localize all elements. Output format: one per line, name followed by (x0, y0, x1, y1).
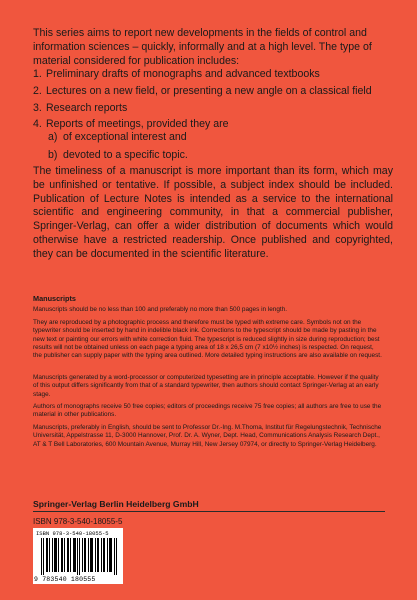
sublist-item (48, 131, 188, 145)
manuscripts-heading: Manuscripts (33, 294, 76, 303)
list-item-number: 2. (33, 84, 42, 97)
list-item-text: Preliminary drafts of monographs and advanced textbooks (46, 68, 320, 80)
sublist-item (48, 149, 188, 163)
sublist-item-text: devoted to a specific topic. (63, 148, 188, 161)
list-item-number: 1. (33, 68, 42, 80)
manuscripts-submission-text: Manuscripts, preferably in English, should be sent to Professor Dr.-Ing. M.Thoma, Institut für Regelungstechnik, Technische Universität, Appelstrasse 11, D-3000 Hannover, Prof. Dr. A. Wyner, Dept. Head, Communications Analysis Research Dept., AT & T Bell Laboratories, 600 Mountain Avenue, Murray Hill, New Jersey 07974, or directly to Springer-Verlag Heidelberg. (33, 424, 382, 448)
list-item (33, 68, 393, 82)
isbn-number: ISBN 978-3-540-18055-5 (33, 517, 123, 526)
manuscripts-wordprocessor-text: Manuscripts generated by a word-processor or computerized typesetting are in principle acceptable. However if the quality of this output differs significantly from that of a standard typewriter, then authors should contact Springer-Verlag at an early stage. (33, 374, 379, 398)
list-item-text: Lectures on a new field, or presenting a new angle on a classical field (46, 84, 372, 97)
barcode-label (33, 528, 123, 584)
list-item (33, 102, 393, 116)
manuscripts-typing-text: They are reproduced by a photographic process and therefore must be typed with extreme care. Symbols not on the typewriter should be inserted by hand in indelible black ink. Corrections to the typescript should be made by pasting in the new text or painting our errors with white correction fluid. The typescript is reduced slightly in size during reproduction; best results will not be obtained unless on each page a typing area of 18 x 26,5 cm (7 x10½ inches) is respected. On request, the publisher can supply paper with the typing area outlined. More detailed typing instructions are also available on request. (33, 319, 382, 360)
barcode-isbn-text: ISBN 978-3-540-18055-5 (36, 530, 109, 537)
divider (33, 511, 385, 512)
list-item-text: Research reports (46, 101, 128, 114)
barcode-icon (41, 538, 119, 575)
publisher-name: Springer-Verlag Berlin Heidelberg GmbH (33, 499, 199, 509)
list-item-number: 4. (33, 118, 42, 131)
material-list (33, 68, 393, 135)
timeliness-paragraph: The timeliness of a manuscript is more important than its form, which may be unfinished or tentative. If possible, a subject index should be included. Publication of Lecture Notes is intended as a service to the international scientific and engineering community, in that a commercial publisher, Springer-Verlag, can offer a wider distribution of documents which would otherwise have a restricted readership. Once published and copyrighted, they can be documented in the scientific literature. (33, 165, 393, 260)
list-item-number: 3. (33, 101, 42, 114)
list-item (33, 85, 393, 99)
list-item-text: Reports of meetings, provided they are (46, 118, 229, 131)
meeting-sublist (48, 131, 188, 167)
sublist-item-text: of exceptional interest and (63, 131, 187, 143)
barcode-digits: 9 783540 180555 (34, 576, 96, 583)
manuscripts-length-text: Manuscripts should be no less than 100 and preferably no more than 500 pages in length. (33, 306, 288, 313)
manuscripts-free-copies-text: Authors of monographs receive 50 free copies; editors of proceedings receive 75 free copies; all authors are free to use the material in other publications. (33, 403, 382, 419)
series-description: This series aims to report new developments in the fields of control and information sciences – quickly, informally and at a high level. The type of material considered for publication includes: (33, 27, 372, 67)
sublist-item-letter: b) (48, 148, 58, 161)
sublist-item-letter: a) (48, 131, 58, 143)
